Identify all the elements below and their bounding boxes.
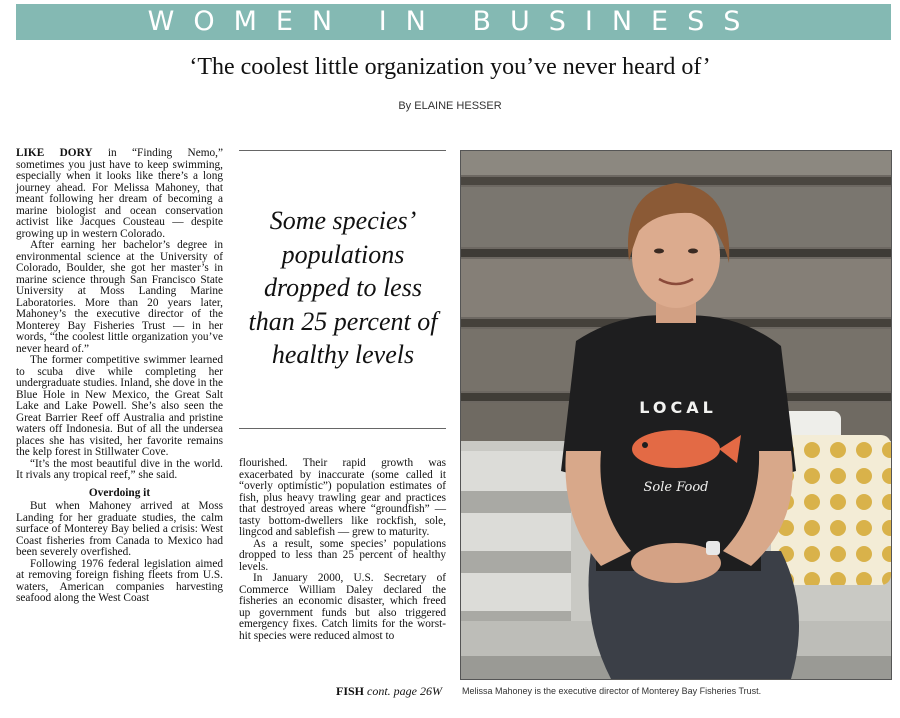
byline-prefix: By <box>398 100 412 112</box>
lead-in: LIKE DORY <box>16 147 93 159</box>
shirt-text-top: LOCAL <box>639 398 717 417</box>
portrait-photo <box>460 150 892 680</box>
pull-quote-top-rule <box>239 150 446 151</box>
paragraph: Following 1976 federal legislation aimed at removing foreign fishing fleets from U.S. waters, American companies harvesting seafood along the West Coast <box>16 557 223 604</box>
paragraph: flourished. Their rapid growth was exacerbated by inaccurate (some called it “overly optimistic”) population estimates of fish, plus heavy trawling gear and practices that destroyed areas where “groundfish” — tasty bottom-dwellers like rockfish, sole, lingcod and sablefish — grew to maturity. <box>239 457 446 538</box>
paragraph: After earning her bachelor’s degree in environmental science at the University of Colorado, Boulder, she got her master’s in marine science through San Francisco State University at Moss Landing Marine Laboratories. More than 20 years later, Mahoney’s the executive director of the Monterey Bay Fisheries Trust — in her words, “the coolest little organization you’ve never heard of.” <box>16 239 223 355</box>
paragraph: But when Mahoney arrived at Moss Landing for her graduate studies, the calm surface of Monterey Bay belied a crisis: West Coast fisheries from Canada to Mexico had been severely overfished. <box>16 500 223 558</box>
section-banner: WOMEN IN BUSINESS <box>16 4 891 40</box>
byline <box>0 100 900 112</box>
paragraph: “It’s the most beautiful dive in the world. It rivals any tropical reef,” she said. <box>16 457 223 481</box>
paragraph: The former competitive swimmer learned to scuba dive while completing her undergraduate studies. Inland, she dove in the Blue Hole in New Mexico, the Great Salt Lake and Lake Powell. She’s also seen the Great Barrier Reef off Australia and pristine waters off Indonesia. But of all the undersea places she has visited, her favorite remains the kelp forest in Stillwater Cove. <box>16 354 223 458</box>
pull-quote: Some species’ populations dropped to less than 25 percent of healthy levels <box>248 206 438 369</box>
continuation-keyword: FISH <box>336 684 365 698</box>
continuation-line[interactable] <box>336 684 442 699</box>
paragraph <box>16 148 223 240</box>
byline-author: ELAINE HESSER <box>414 100 502 112</box>
photo-caption: Melissa Mahoney is the executive director of Monterey Bay Fisheries Trust. <box>462 686 762 696</box>
continuation-text: cont. page 26W <box>364 684 442 698</box>
article-column-1 <box>16 148 223 605</box>
paragraph: In January 2000, U.S. Secretary of Commerce William Daley declared the fisheries an economic disaster, which freed up government funds but also triggered emergency fixes. Catch limits for the worst-hit species were reduced almost to <box>239 572 446 642</box>
paragraph-text: in “Finding Nemo,” sometimes you just have to keep swimming, especially when it looks like there’s a long journey ahead. For Melissa Mahoney, that meant following her dream of becoming a marine biologist and ocean conservation activist like Jacques Cousteau — despite growing up in western Colorado. <box>16 147 224 240</box>
photo-illustration <box>461 151 891 679</box>
subhead: Overdoing it <box>88 486 151 499</box>
pull-quote-bottom-rule <box>239 428 446 429</box>
paragraph: As a result, some species’ populations dropped to less than 25 percent of healthy levels. <box>239 537 446 573</box>
shirt-text-bottom: Sole Food <box>643 480 709 495</box>
article-column-2 <box>239 458 446 642</box>
headline: ‘The coolest little organization you’ve never heard of’ <box>189 54 711 80</box>
